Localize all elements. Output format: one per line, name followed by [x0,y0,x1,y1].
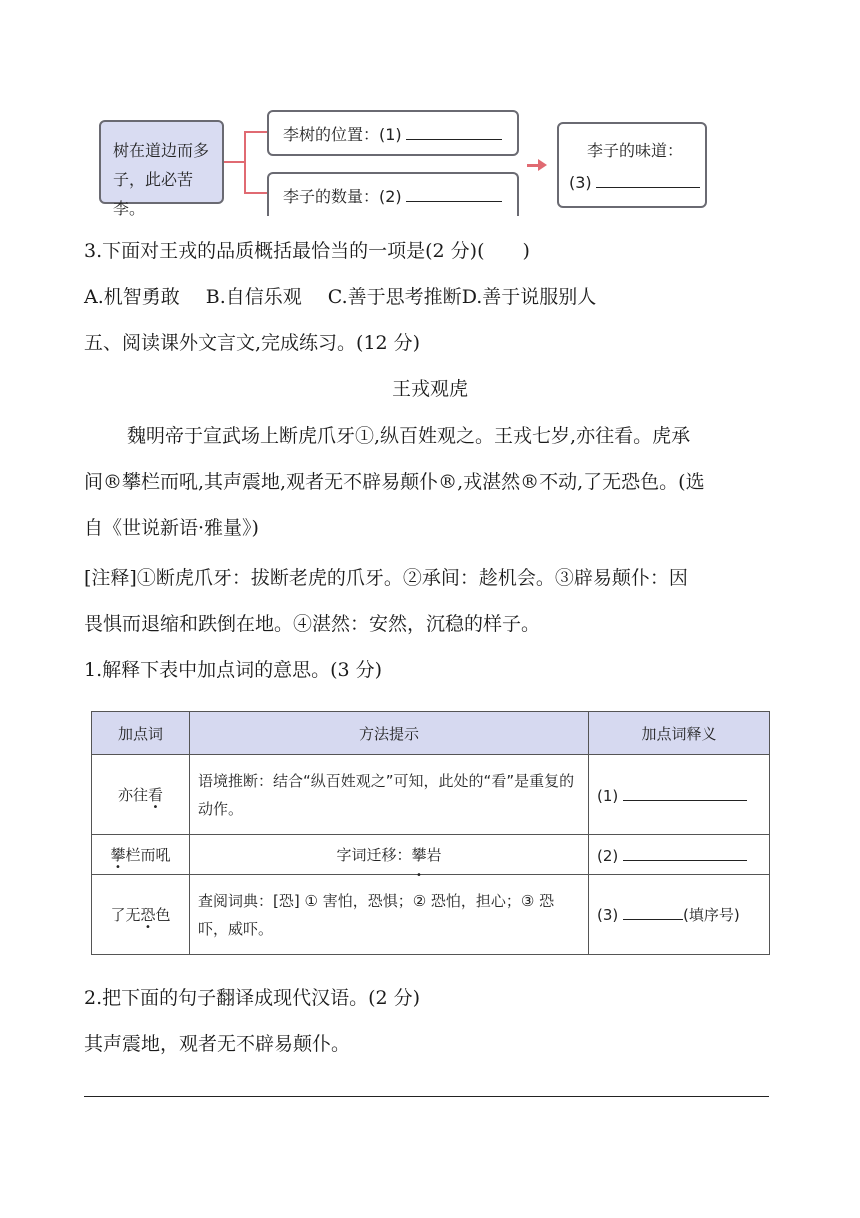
answer-blank[interactable] [406,185,502,202]
dotted-word: 攀栏而吼 [92,835,190,875]
section-heading: 五、阅读课外文言文,完成练习。(12 分) [84,332,421,354]
answer-cell[interactable]: (3) (填序号) [589,875,770,955]
diagram-question-2 [267,172,519,216]
answer-suffix: (填序号) [683,906,740,924]
table-row [92,755,770,835]
table-header: 加点词释义 [589,712,770,755]
method-hint: 字词迁移：攀岩 [190,835,589,875]
method-hint: 语境推断：结合“纵百姓观之”可知，此处的“看”是重复的动作。 [190,755,589,835]
vocab-table [91,711,770,955]
q2-label: 李子的数量：(2) [283,187,402,206]
question-2-stem: 2.把下面的句子翻译成现代汉语。(2 分) [84,987,421,1009]
answer-blank[interactable] [406,123,502,140]
connector-line [224,161,244,163]
dotted-word: 了无恐色 [92,875,190,955]
option-b[interactable]: B.自信乐观 [205,286,302,308]
option-a[interactable]: A.机智勇敢 [84,286,180,308]
q3-label: 李子的味道： [587,141,684,160]
method-hint: 查阅词典：[恐] ① 害怕，恐惧；② 恐怕，担心；③ 恐吓，威吓。 [190,875,589,955]
answer-blank[interactable] [623,785,747,801]
dotted-word: 亦往看 [92,755,190,835]
question-3-stem: 3.下面对王戎的品质概括最恰当的一项是(2 分)( ) [84,240,530,262]
passage-line-2: 间®攀栏而吼,其声震地,观者无不辟易颠仆®,戎湛然®不动,了无恐色。(选 [84,471,705,493]
answer-blank[interactable] [596,171,700,188]
arrow-right-icon [538,159,547,171]
source-line-2: 子，此必苦李。 [113,170,194,218]
connector-line [244,131,267,133]
diagram-question-1 [267,110,519,156]
passage-title: 王戎观虎 [391,378,468,400]
q1-label: 李树的位置：(1) [283,125,402,144]
answer-cell[interactable]: (2) [589,835,770,875]
table-row [92,875,770,955]
source-line-1: 树在道边而多 [113,141,210,160]
answer-cell[interactable]: (1) [589,755,770,835]
diagram-source-box [99,120,224,218]
notes-line-2: 畏惧而退缩和跌倒在地。④湛然：安然，沉稳的样子。 [84,613,541,635]
table-header: 加点词 [92,712,190,755]
connector-line [244,131,246,193]
question-3-options [84,284,596,310]
option-d[interactable]: D.善于说服别人 [461,286,597,308]
connector-line [244,192,267,194]
notes-line-1: [注释]①断虎爪牙：拔断老虎的爪牙。②承间：趁机会。③辟易颠仆：因 [84,567,688,589]
q3-number: (3) [569,173,592,192]
answer-blank[interactable] [623,904,683,920]
table-row [92,835,770,875]
option-c[interactable]: C.善于思考推断 [327,286,462,308]
table-header: 方法提示 [190,712,589,755]
diagram-question-3 [557,122,707,208]
question-1-stem: 1.解释下表中加点词的意思。(3 分) [84,659,383,681]
passage-line-3: 自《世说新语·雅量》) [84,517,259,539]
question-2-sentence: 其声震地，观者无不辟易颠仆。 [84,1033,351,1055]
passage-line-1: 魏明帝于宣武场上断虎爪牙①,纵百姓观之。王戎七岁,亦往看。虎承 [127,425,691,447]
answer-blank[interactable] [623,845,747,861]
answer-line[interactable] [84,1096,769,1097]
